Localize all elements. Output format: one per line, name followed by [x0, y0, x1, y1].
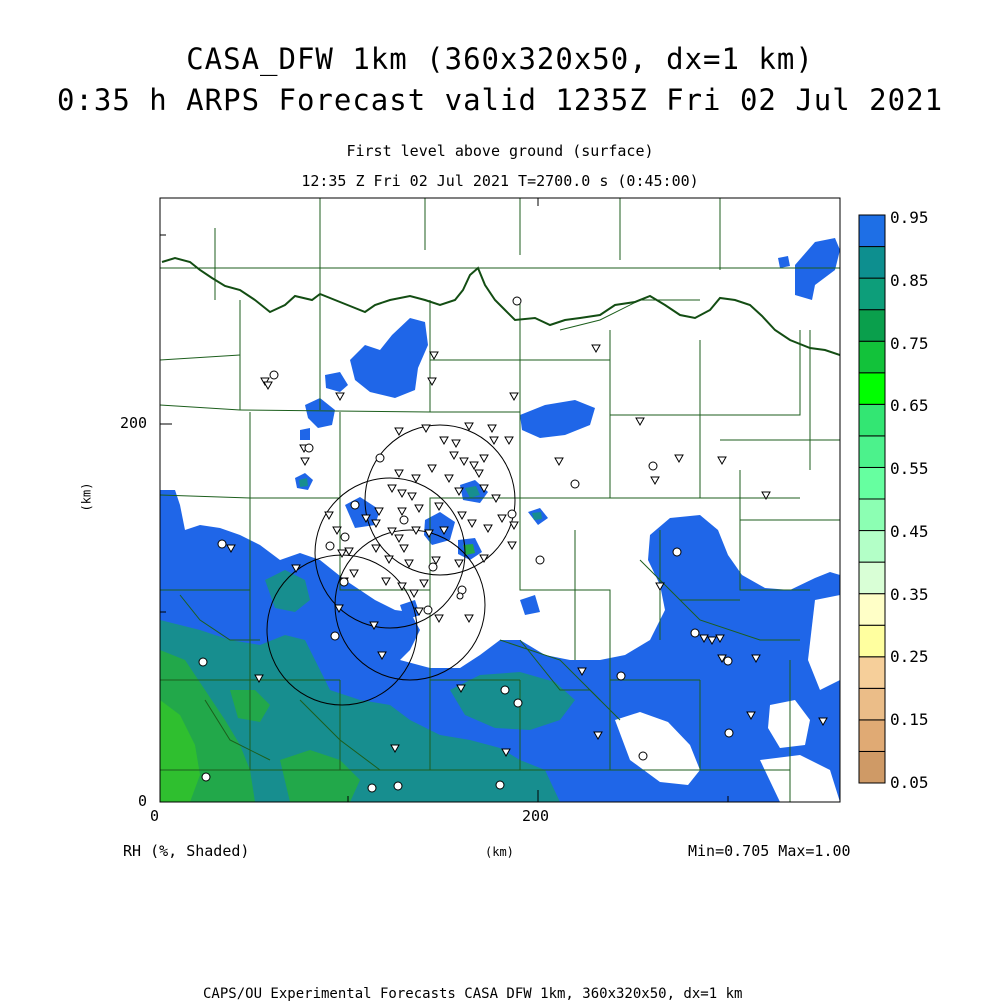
- chart-title-line1: CASA_DFW 1km (360x320x50, dx=1 km): [186, 42, 814, 76]
- colorbar-band: [859, 247, 885, 279]
- radar-ring-1: [365, 425, 515, 575]
- x-tick-200: 200: [522, 807, 550, 825]
- x-axis-label: (km): [485, 845, 514, 859]
- min-max-stats: Min=0.705 Max=1.00: [688, 842, 851, 860]
- colorbar-band: [859, 278, 885, 310]
- y-axis-label: (km): [79, 482, 94, 512]
- y-tick-200: 200: [120, 414, 148, 432]
- colorbar-label: 0.05: [890, 773, 929, 792]
- variable-label: RH (%, Shaded): [123, 842, 250, 860]
- colorbar-band: [859, 751, 885, 783]
- colorbar-band: [859, 688, 885, 720]
- colorbar-band: [859, 310, 885, 342]
- colorbar-label: 0.55: [890, 459, 929, 479]
- colorbar: [859, 215, 885, 783]
- colorbar-band: [859, 625, 885, 657]
- chart-title-line2: 0:35 h ARPS Forecast valid 1235Z Fri 02 Jul 2021: [56, 83, 944, 117]
- colorbar-label: 0.85: [890, 270, 929, 290]
- colorbar-band: [859, 499, 885, 531]
- colorbar-label: 0.95: [890, 208, 929, 227]
- rh-region-north: [350, 318, 428, 398]
- colorbar-label: 0.65: [890, 396, 929, 416]
- colorbar-label: 0.35: [890, 584, 929, 604]
- colorbar-label: 0.75: [890, 333, 929, 353]
- colorbar-band: [859, 531, 885, 563]
- time-subtitle: 12:35 Z Fri 02 Jul 2021 T=2700.0 s (0:45:00): [301, 172, 699, 190]
- y-tick-0: 0: [138, 792, 148, 810]
- colorbar-label: 0.25: [890, 647, 929, 667]
- colorbar-band: [859, 373, 885, 405]
- colorbar-band: [859, 436, 885, 468]
- colorbar-band: [859, 720, 885, 752]
- colorbar-band: [859, 215, 885, 247]
- colorbar-label: 0.45: [890, 521, 929, 541]
- x-tick-0: 0: [150, 807, 160, 825]
- colorbar-band: [859, 404, 885, 436]
- state-border: [162, 258, 840, 355]
- colorbar-band: [859, 341, 885, 373]
- colorbar-band: [859, 467, 885, 499]
- footer-credit: CAPS/OU Experimental Forecasts CASA DFW 1km, 360x320x50, dx=1 km: [203, 986, 743, 1002]
- colorbar-band: [859, 562, 885, 594]
- colorbar-band: [859, 657, 885, 689]
- level-subtitle: First level above ground (surface): [346, 142, 654, 160]
- colorbar-band: [859, 594, 885, 626]
- colorbar-label: 0.15: [890, 710, 929, 730]
